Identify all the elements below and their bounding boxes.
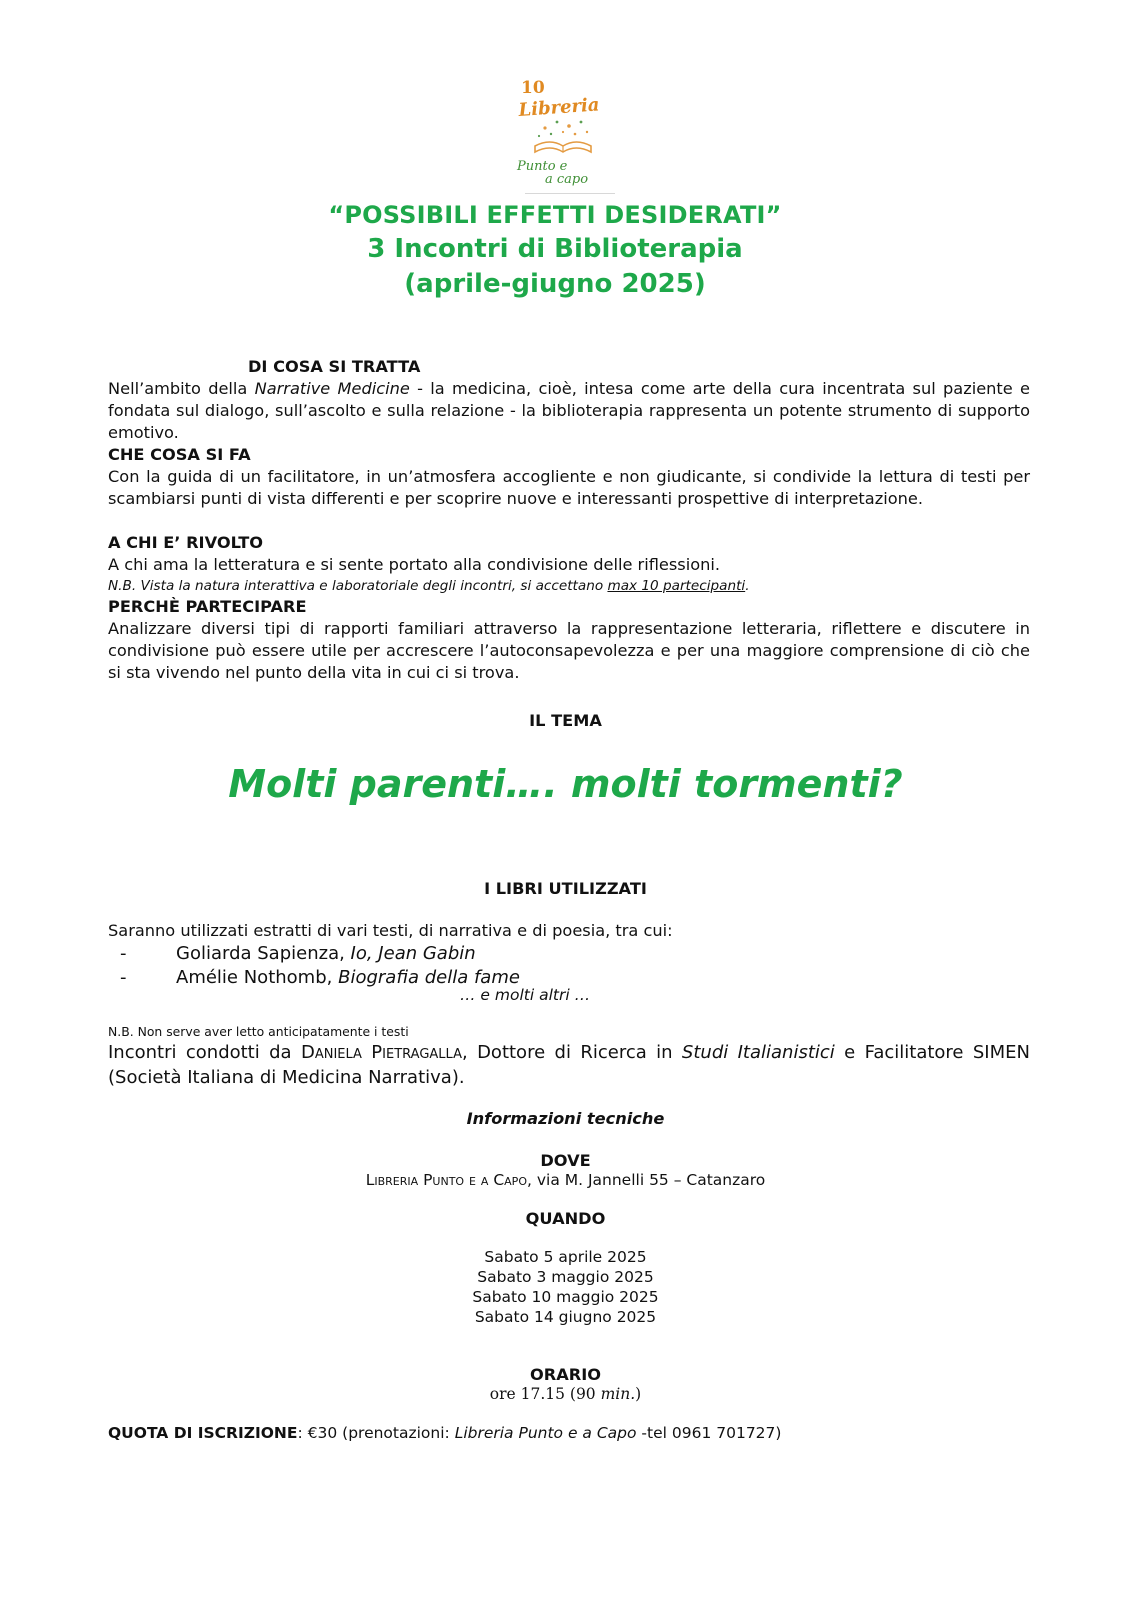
- conductor-field: Studi Italianistici: [681, 1042, 835, 1063]
- date-item: Sabato 14 giugno 2025: [474, 1308, 657, 1326]
- cosa-text-italic: Narrative Medicine: [254, 379, 410, 398]
- section-heading-fa: CHE COSA SI FA: [108, 445, 251, 464]
- date-item: Sabato 10 maggio 2025: [472, 1288, 659, 1306]
- section-text-fa: Con la guida di un facilitatore, in un’atmosfera accogliente e non giudicante, si condivide la lettura di testi per scambiarsi punti di vista differenti e per scoprire nuove e interessanti prospettive di interpretazione.: [108, 467, 1030, 508]
- orario-b: ): [635, 1385, 642, 1403]
- quota-line: [108, 1422, 1030, 1444]
- bookstore-logo: [505, 72, 625, 192]
- section-text-chi: A chi ama la letteratura e si sente portato alla condivisione delle riflessioni.: [108, 555, 721, 574]
- participants-note-end: .: [745, 578, 750, 594]
- cosa-text-b: - la medicina, cioè, intesa come arte della cura incentrata sul paziente e fondata sul dialogo, sull’ascolto e sulla relazione - la biblioterapia rappresenta un potente strumento di supporto emotivo.: [108, 379, 1030, 442]
- orario-text: [0, 1384, 1131, 1404]
- section-heading-chi: A CHI E’ RIVOLTO: [108, 533, 264, 552]
- logo-subtitle-1: Punto e: [517, 159, 568, 174]
- cosa-text-a: Nell’ambito della: [108, 379, 255, 398]
- section-text-perche: Analizzare diversi tipi di rapporti familiari attraverso la rappresentazione letteraria, riflettere e discutere in condivisione può essere utile per accrescere l’autoconsapevolezza e per una maggiore comprensione di ciò che si sta vivendo nel punto della vita in cui ci si trova.: [108, 619, 1030, 682]
- books-note: N.B. Non serve aver letto anticipatamente i testi: [108, 1024, 409, 1039]
- dates-list: [0, 1247, 1131, 1327]
- dove-heading: DOVE: [540, 1151, 591, 1170]
- orario-a: ore 17.15 (90: [489, 1385, 601, 1403]
- date-item: Sabato 3 maggio 2025: [477, 1268, 654, 1286]
- dove-rest: , via M. Jannelli 55 – Catanzaro: [526, 1171, 766, 1189]
- books-intro: Saranno utilizzati estratti di vari testi, di narrativa e di poesia, tra cui:: [108, 921, 673, 940]
- book-title: Biografia della fame: [338, 967, 520, 988]
- conductor-name: Daniela Pietragalla: [300, 1042, 462, 1063]
- info-heading: Informazioni tecniche: [466, 1109, 665, 1128]
- date-item: Sabato 5 aprile 2025: [484, 1248, 647, 1266]
- quota-a: : €30 (prenotazioni:: [297, 1424, 455, 1442]
- book-icon: [535, 121, 591, 152]
- books-heading: I LIBRI UTILIZZATI: [484, 879, 647, 898]
- book-author: Goliarda Sapienza,: [176, 943, 351, 964]
- event-period: (aprile-giugno 2025): [404, 269, 706, 299]
- book-item: [108, 942, 1030, 966]
- book-bullet: -: [120, 943, 127, 964]
- logo-anniversary: 10: [521, 78, 545, 98]
- logo-name: Libreria: [517, 94, 601, 121]
- logo-graphic: [505, 72, 625, 192]
- logo-subtitle-2: a capo: [545, 172, 589, 187]
- theme-title: Molti parenti…. molti tormenti?: [228, 762, 903, 806]
- book-list: [108, 942, 1030, 990]
- logo-divider: [525, 193, 615, 194]
- dove-address: [0, 1170, 1131, 1190]
- section-text-cosa: [108, 378, 1030, 444]
- conductor-a: Incontri condotti da: [108, 1042, 301, 1063]
- section-heading-cosa: DI COSA SI TRATTA: [248, 357, 421, 376]
- participants-max: max 10 partecipanti: [607, 578, 746, 594]
- dove-place: Libreria Punto e a Capo: [365, 1171, 527, 1189]
- event-subtitle: 3 Incontri di Biblioterapia: [367, 234, 743, 264]
- quando-heading: QUANDO: [525, 1209, 606, 1228]
- book-author: Amélie Nothomb,: [176, 967, 339, 988]
- participants-note-a: N.B. Vista la natura interattiva e laboratoriale degli incontri, si accettano: [108, 578, 608, 594]
- book-bullet: -: [120, 967, 127, 988]
- event-title: “POSSIBILI EFFETTI DESIDERATI”: [328, 201, 782, 229]
- book-title: Io, Jean Gabin: [350, 943, 476, 964]
- section-heading-perche: PERCHÈ PARTECIPARE: [108, 597, 307, 616]
- participants-note: [108, 576, 1030, 596]
- conductor-text: [108, 1040, 1030, 1090]
- conductor-b: , Dottore di Ricerca in: [461, 1042, 682, 1063]
- conductor-c: e Facilitatore SIMEN (Società Italiana di Medicina Narrativa).: [108, 1042, 1030, 1088]
- quota-place: Libreria Punto e a Capo: [454, 1424, 637, 1442]
- quota-label: QUOTA DI ISCRIZIONE: [108, 1424, 298, 1442]
- quota-b: -tel 0961 701727): [636, 1424, 782, 1442]
- orario-min: min.: [600, 1385, 636, 1403]
- books-more: … e molti altri …: [460, 986, 591, 1004]
- orario-heading: ORARIO: [529, 1365, 601, 1384]
- theme-heading: IL TEMA: [529, 711, 602, 730]
